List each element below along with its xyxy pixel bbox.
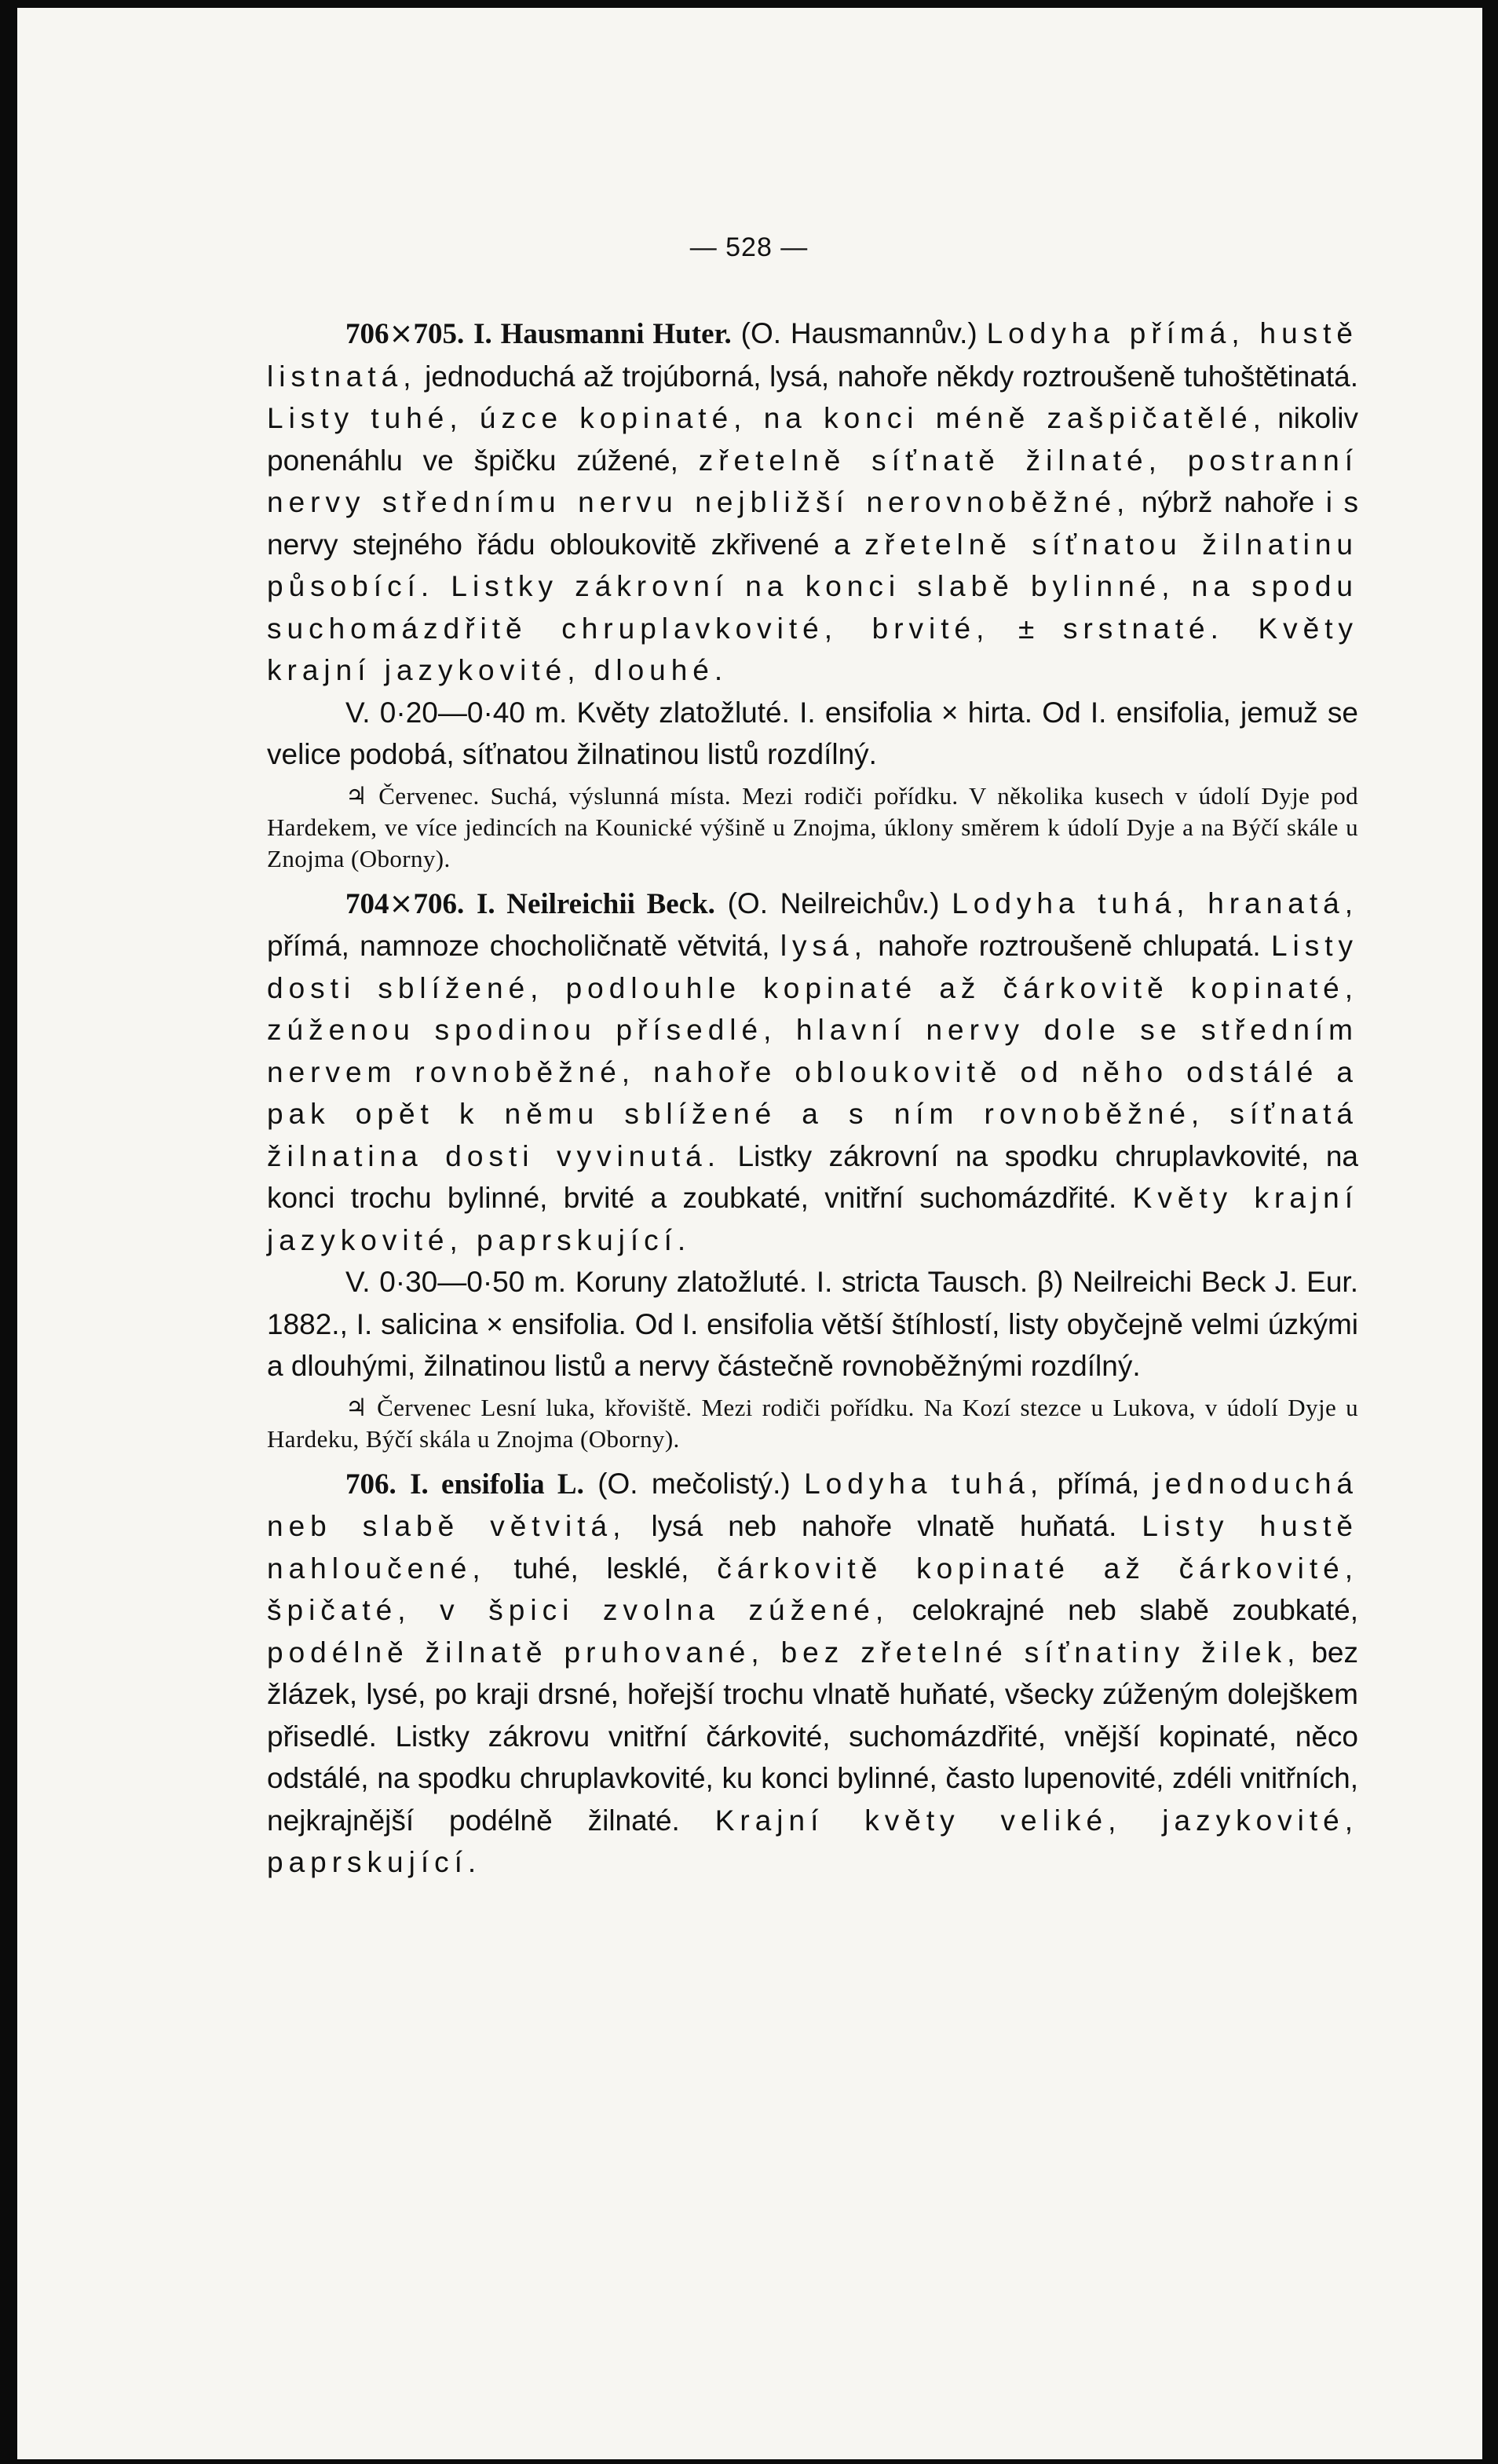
- description: V. 0·20—0·40 m. Květy zlatožluté. I. ensifolia × hirta. Od I. ensifolia, jemuž se velice podobá, síťnatou žilnatinou listů rozdílný.: [267, 696, 1358, 770]
- hybrid-cross: ×: [389, 316, 414, 350]
- spaced-text: Listy dosti sblížené, podlouhle kopinaté až čárkovitě kopinaté, zúženou spodinou přísedlé, hlavní nervy dole se středním nervem rovnoběžné, nahoře obloukovitě od něho odstálé a pak opět k němu sblížené a s ním rovnoběžné, síťnatá žilnatina dosti vyvinutá.: [267, 930, 1359, 1172]
- body-text: nikoliv ponenáhlu ve špičku zúžené,: [267, 402, 1359, 477]
- body-text: Listky zákrovní na spodku chruplavkovité, na konci trochu bylinné, brvité a zoubkaté, vnitřní suchomázdřité.: [267, 1139, 1359, 1214]
- entry-ensifolia: [267, 1463, 1358, 1884]
- spaced-text: podélně žilnatě pruhované, bez zřetelné síťnatiny žilek,: [267, 1636, 1301, 1669]
- body-text: lysá neb nahoře vlnatě huňatá.: [651, 1510, 1117, 1542]
- spaced-text: Listy tuhé, úzce kopinaté, na konci méně zašpičatělé,: [267, 402, 1266, 434]
- spaced-text: srstnaté. Květy krajní jazykovité, dlouhé.: [267, 612, 1359, 686]
- spaced-text: Listy hustě nahloučené,: [267, 1510, 1359, 1585]
- body-text: tuhé, lesklé,: [513, 1552, 689, 1585]
- species-name: I. Neilreichii Beck.: [476, 887, 715, 920]
- hybrid-cross: ×: [389, 886, 414, 920]
- page-body: [267, 313, 1358, 1884]
- body-text: přímá, namnoze chocholičnatě větvitá,: [267, 930, 770, 962]
- body-text: nýbrž nahoře i s nervy stejného řádu obloukovitě zkřivené a: [267, 486, 1359, 561]
- spaced-text: zřetelně síťnatou žilnatinu působící. Listky zákrovní na konci slabě bylinné, na spodu suchomázdřitě chruplavkovité, brvité,: [267, 528, 1359, 645]
- locality-note: ♃ Červenec Lesní luka, křoviště. Mezi rodiči pořídku. Na Kozí stezce u Lukova, v údolí Dyje u Hardeku, Býčí skála u Znojma (Oborny).: [267, 1393, 1358, 1453]
- entry-hausmanni: [267, 313, 1358, 692]
- spaced-text: zřetelně síťnatě žilnaté, postranní nervy střednímu nervu nejbližší nerovnoběžné,: [267, 444, 1359, 518]
- entry-number: 704: [345, 887, 389, 920]
- spaced-text: Květy krajní jazykovité, paprskující.: [267, 1182, 1358, 1256]
- common-name: (O. mečolistý.): [597, 1467, 791, 1500]
- page-number: — 528 —: [689, 232, 809, 262]
- common-name: (O. Neilreichův.): [727, 887, 940, 919]
- plus-minus-sign: ±: [1018, 612, 1035, 645]
- body-text: celokrajné neb slabě zoubkaté,: [912, 1594, 1359, 1626]
- entry-neilreichii: [267, 883, 1358, 1262]
- spaced-text: Krajní květy veliké, jazykovité, paprskující.: [267, 1804, 1358, 1878]
- spaced-text: Lodyha přímá, hustě listnatá,: [267, 317, 1359, 393]
- entry-number: 706: [345, 318, 389, 350]
- description: V. 0·30—0·50 m. Koruny zlatožluté. I. stricta Tausch. β) Neilreichi Beck J. Eur. 1882., I. salicina × ensifolia. Od I. ensifolia větší štíhlostí, listy obyčejně velmi úzkými a dlouhými, žilnatinou listů a nervy částečně rovnoběžnými rozdílný.: [267, 1266, 1358, 1382]
- body-text: nahoře roztroušeně chlupatá.: [878, 930, 1261, 962]
- spaced-text: jednoduchá neb slabě větvitá,: [267, 1467, 1358, 1542]
- species-name: I. ensifolia L.: [410, 1468, 584, 1501]
- body-text: jednoduchá až trojúborná, lysá, nahoře někdy roztroušeně tuhoštětinatá.: [425, 360, 1358, 393]
- entry-number-2: 706.: [413, 887, 465, 920]
- common-name: (O. Hausmannův.): [740, 317, 977, 349]
- spaced-text: čárkovitě kopinaté až čárkovité, špičaté, v špici zvolna zúžené,: [267, 1552, 1359, 1626]
- spaced-text: Lodyha tuhá,: [804, 1467, 1044, 1500]
- spaced-text: Lodyha tuhá, hranatá,: [952, 887, 1358, 919]
- entry-number-2: 705.: [413, 318, 465, 350]
- body-text: bez žlázek, lysé, po kraji drsné, hořejší trochu vlnatě huňaté, všecky zúženým dolejškem přisedlé. Listky zákrovu vnitřní čárkovité, suchomázdřité, vnější kopinaté, něco odstálé, na spodku chruplavkovité, ku konci bylinné, často lupenovité, zdéli vnitřních, nejkrajnější podélně žilnaté.: [267, 1636, 1359, 1837]
- body-text: přímá,: [1057, 1467, 1140, 1500]
- entry-number: 706.: [345, 1468, 396, 1501]
- species-name: I. Hausmanni Huter.: [473, 318, 732, 350]
- locality-note: ♃ Červenec. Suchá, výslunná místa. Mezi rodiči pořídku. V několika kusech v údolí Dyje pod Hardekem, ve více jedincích na Kounické výšině u Znojma, úklony směrem k údolí Dyje a na Býčí skále u Znojma (Oborny).: [267, 781, 1358, 872]
- spaced-text: lysá,: [780, 930, 868, 962]
